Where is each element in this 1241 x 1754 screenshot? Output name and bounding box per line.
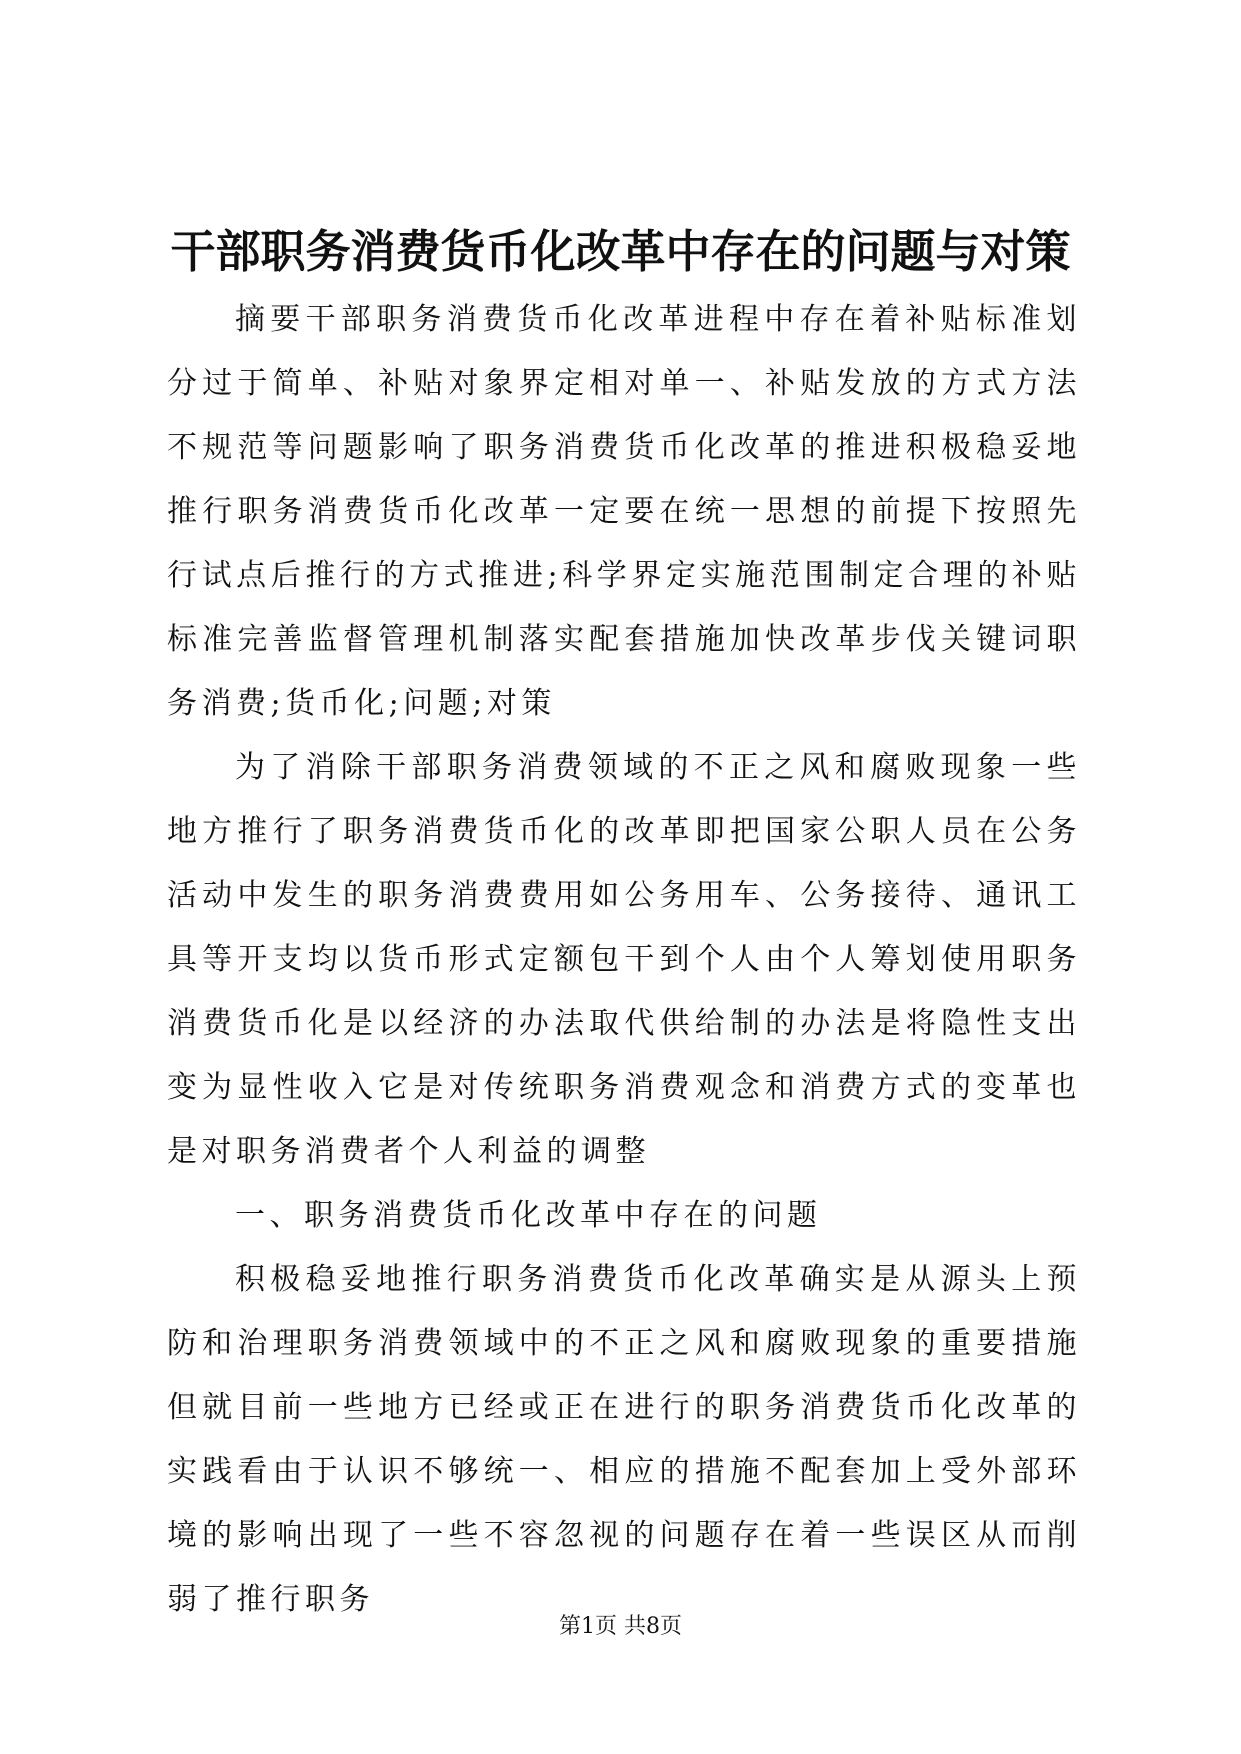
intro-paragraph: 为了消除干部职务消费领域的不正之风和腐败现象一些地方推行了职务消费货币化的改革即把国家公职人员在公务活动中发生的职务消费费用如公务用车、公务接待、通讯工具等开支均以货币形式定额包干到个人由个人筹划使用职务消费货币化是以经济的办法取代供给制的办法是将隐性支出变为显性收入它是对传统职务消费观念和消费方式的变革也是对职务消费者个人利益的调整 <box>167 750 1081 1169</box>
document-title: 干部职务消费货币化改革中存在的问题与对策 <box>170 225 1071 278</box>
body-paragraph: 积极稳妥地推行职务消费货币化改革确实是从源头上预防和治理职务消费领域中的不正之风和腐败现象的重要措施但就目前一些地方已经或正在进行的职务消费货币化改革的实践看由于认识不够统一、相应的措施不配套加上受外部环境的影响出现了一些不容忽视的问题存在着一些误区从而削弱了推行职务 <box>167 1262 1081 1617</box>
section-heading: 一、职务消费货币化改革中存在的问题 <box>235 1198 822 1233</box>
page-footer: 第1页 共8页 <box>559 1614 682 1639</box>
document-body <box>167 288 1081 1632</box>
abstract-paragraph: 摘要干部职务消费货币化改革进程中存在着补贴标准划分过于简单、补贴对象界定相对单一、补贴发放的方式方法不规范等问题影响了职务消费货币化改革的推进积极稳妥地推行职务消费货币化改革一定要在统一思想的前提下按照先行试点后推行的方式推进;科学界定实施范围制定合理的补贴标准完善监督管理机制落实配套措施加快改革步伐关键词职务消费;货币化;问题;对策 <box>167 302 1081 721</box>
